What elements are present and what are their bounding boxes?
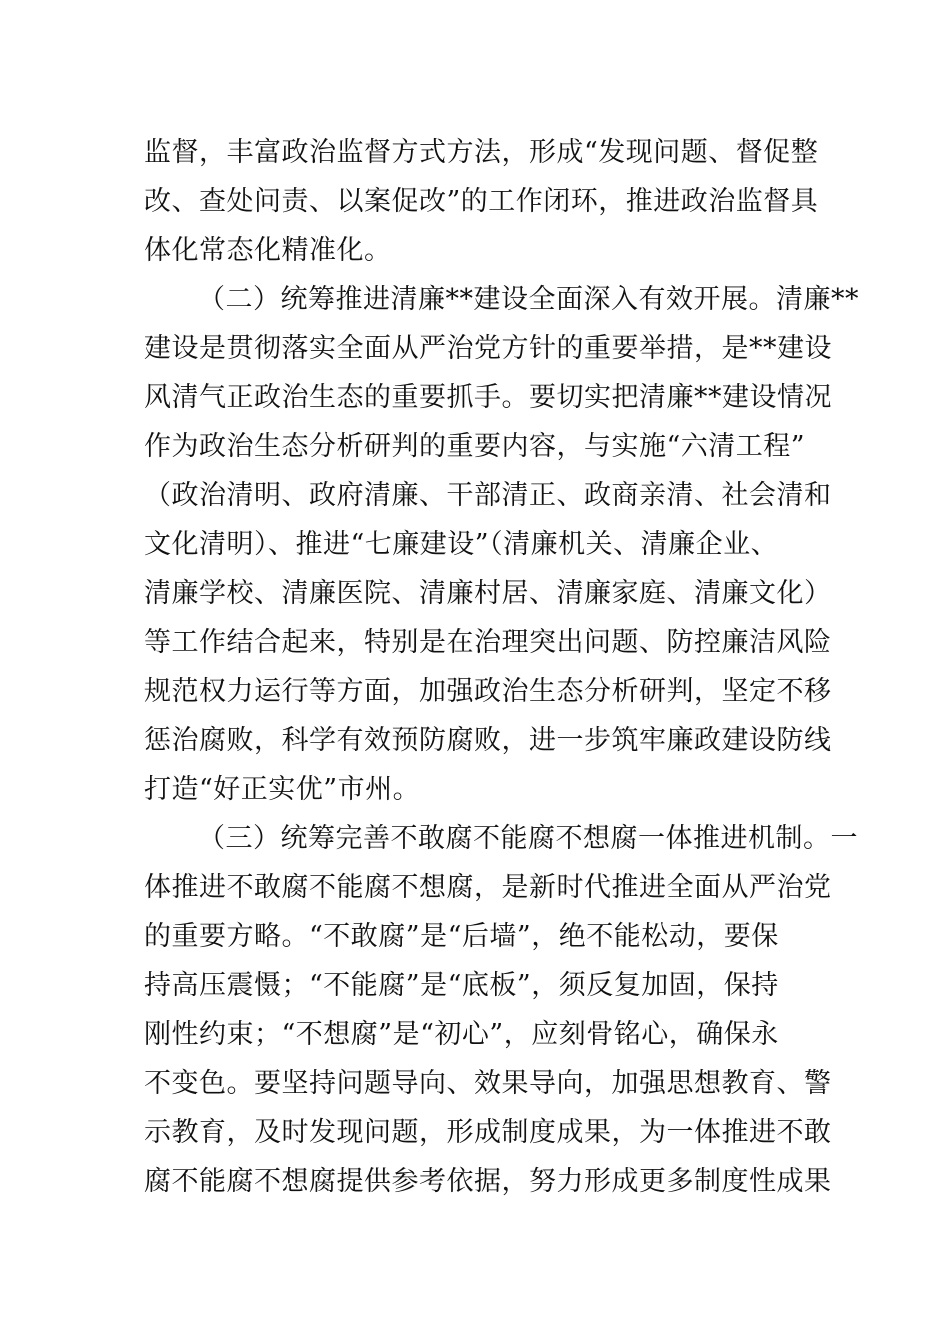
paragraph-3 — [144, 814, 858, 1206]
text-line: 规范权力运行等方面，加强政治生态分析研判，坚定不移 — [144, 676, 832, 707]
text-line: 打造“好正实优”市州。 — [144, 774, 421, 805]
text-line: 腐不能腐不想腐提供参考依据，努力形成更多制度性成果 — [144, 1166, 832, 1197]
text-line: （政治清明、政府清廉、干部清正、政商亲清、社会清和 — [144, 480, 832, 511]
document-body — [144, 128, 859, 1206]
text-line: 文化清明）、推进“七廉建设”（清廉机关、清廉企业、 — [144, 529, 779, 560]
text-line: 体推进不敢腐不能腐不想腐，是新时代推进全面从严治党 — [144, 872, 832, 903]
text-line: 建设是贯彻落实全面从严治党方针的重要举措，是**建设 — [144, 333, 832, 364]
text-line: 体化常态化精准化。 — [144, 235, 392, 266]
text-line: 刚性约束；“不想腐”是“初心”，应刻骨铭心，确保永 — [144, 1019, 779, 1050]
paragraph-heading-line: （三）统筹完善不敢腐不能腐不想腐一体推进机制。一 — [198, 823, 858, 854]
text-line: 的重要方略。“不敢腐”是“后墙”，绝不能松动，要保 — [144, 921, 779, 952]
text-line: 惩治腐败，科学有效预防腐败，进一步筑牢廉政建设防线 — [144, 725, 832, 756]
text-line: 持高压震慑；“不能腐”是“底板”，须反复加固，保持 — [144, 970, 779, 1001]
paragraph-1 — [144, 128, 819, 275]
text-line: 监督，丰富政治监督方式方法，形成“发现问题、督促整 — [144, 137, 819, 168]
paragraph-2 — [144, 275, 859, 814]
text-line: 示教育，及时发现问题，形成制度成果，为一体推进不敢 — [144, 1117, 832, 1148]
text-line: 等工作结合起来，特别是在治理突出问题、防控廉洁风险 — [144, 627, 832, 658]
text-line: 风清气正政治生态的重要抓手。要切实把清廉**建设情况 — [144, 382, 832, 413]
text-line: 作为政治生态分析研判的重要内容，与实施“六清工程” — [144, 431, 806, 462]
text-line: 清廉学校、清廉医院、清廉村居、清廉家庭、清廉文化） — [144, 578, 832, 609]
text-line: 改、查处问责、以案促改”的工作闭环，推进政治监督具 — [144, 186, 819, 217]
text-line: 不变色。要坚持问题导向、效果导向，加强思想教育、警 — [144, 1068, 832, 1099]
paragraph-heading-line: （二）统筹推进清廉**建设全面深入有效开展。清廉** — [198, 284, 859, 315]
